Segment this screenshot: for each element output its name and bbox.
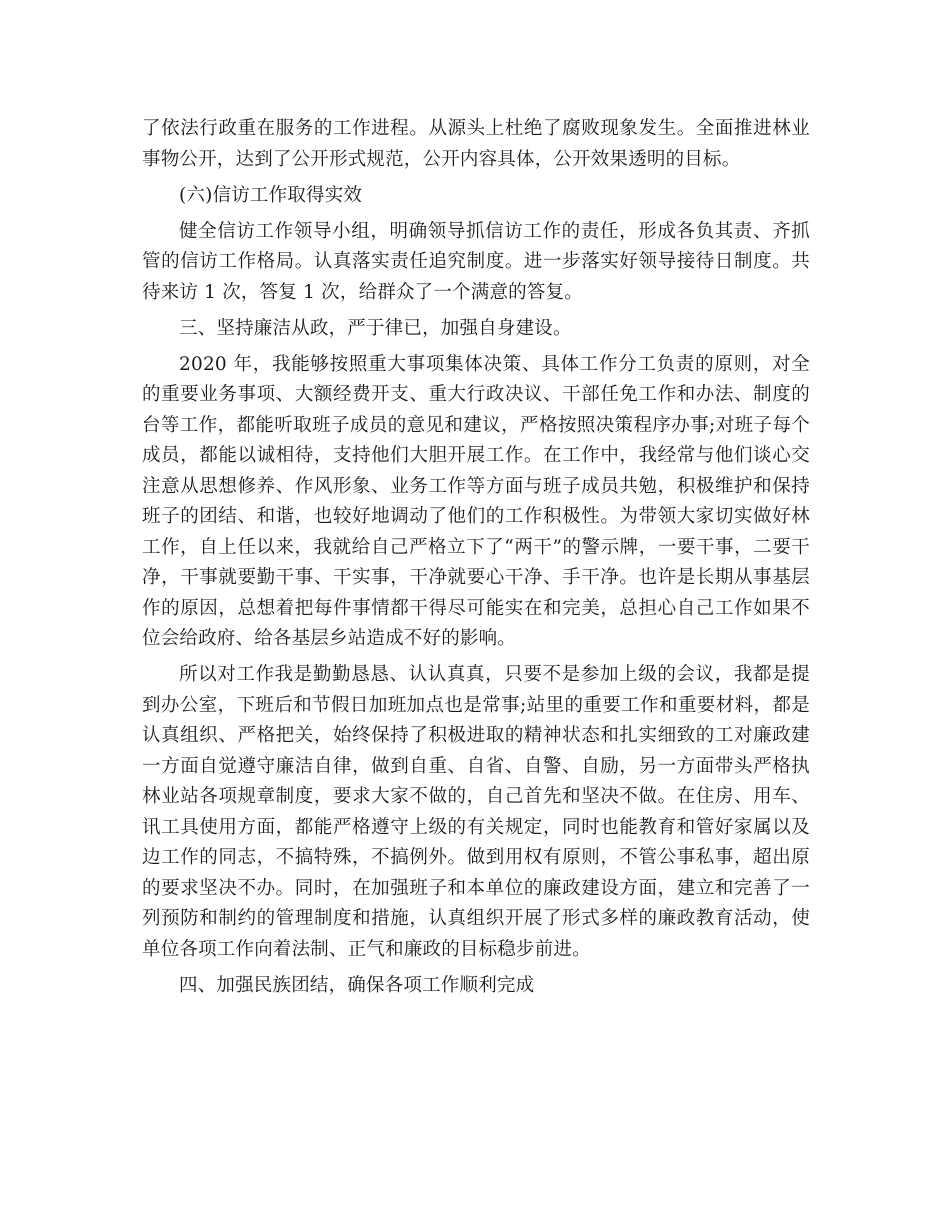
text-line: 位会给政府、给各基层乡站造成不好的影响。 [142, 628, 517, 649]
text-line: 待来访 1 次，答复 1 次，给群众了一个满意的答复。 [142, 281, 583, 303]
text-line: 四、加强民族团结，确保各项工作顺利完成 [179, 974, 535, 996]
text-line: 管的信访工作格局。认真落实责任追究制度。进一步落实好领导接待日制度。共 [142, 251, 810, 272]
text-line: 事物公开，达到了公开形式规范，公开内容具体，公开效果透明的目标。 [142, 148, 741, 170]
text-line: 边工作的同志，不搞特殊，不搞例外。做到用权有原则，不管公事私事，超出原 [142, 847, 810, 868]
text-line: 了依法行政重在服务的工作进程。从源头上杜绝了腐败现象发生。全面推进林业 [142, 118, 810, 139]
text-line: 一方面自觉遵守廉洁自律，做到自重、自省、自警、自励，另一方面带头严格执 [142, 755, 810, 777]
text-line: 台等工作，都能听取班子成员的意见和建议，严格按照决策程序办事;对班子每个 [142, 414, 810, 436]
text-line: 成员，都能以诚相待，支持他们大胆开展工作。在工作中，我经常与他们谈心交 [142, 445, 810, 466]
text-line: 列预防和制约的管理制度和措施，认真组织开展了形式多样的廉政教育活动，使 [142, 908, 810, 929]
text-line: 三、坚持廉洁从政，严于律已，加强自身建设。 [179, 317, 572, 339]
text-line: 林业站各项规章制度，要求大家不做的，自己首先和坚决不做。在住房、用车、 [142, 786, 810, 807]
text-line: 注意从思想修养、作风形象、业务工作等方面与班子成员共勉，积极维护和保持 [142, 475, 810, 497]
text-line: 到办公室，下班后和节假日加班加点也是常事;站里的重要工作和重要材料，都是 [142, 694, 810, 716]
text-line: 班子的团结、和谐，也较好地调动了他们的工作积极性。为带领大家切实做好林 [142, 506, 810, 527]
text-line: 2020 年，我能够按照重大事项集体决策、具体工作分工负责的原则，对全 [179, 353, 810, 375]
text-line: 的重要业务事项、大额经费开支、重大行政决议、干部任免工作和办法、制度的 [142, 384, 810, 405]
text-line: 认真组织、严格把关，始终保持了积极进取的精神状态和扎实细致的工对廉政建 [142, 725, 810, 746]
text-line: 健全信访工作领导小组，明确领导抓信访工作的责任，形成各负其责、齐抓 [179, 220, 810, 242]
document-body [142, 114, 810, 1001]
text-line: 的要求坚决不办。同时，在加强班子和本单位的廉政建设方面，建立和完善了一 [142, 877, 810, 899]
text-line: 工作，自上任以来，我就给自己严格立下了“两干”的警示牌，一要干事，二要干 [142, 536, 810, 558]
text-line: 所以对工作我是勤勤恳恳、认认真真，只要不是参加上级的会议，我都是提 [179, 664, 810, 685]
text-line: 单位各项工作向着法制、正气和廉政的目标稳步前进。 [142, 938, 591, 960]
text-line: 讯工具使用方面，都能严格遵守上级的有关规定，同时也能教育和管好家属以及 [142, 816, 810, 838]
text-line: 净，干事就要勤干事、干实事，干净就要心干净、手干净。也许是长期从事基层 [142, 567, 810, 588]
text-line: (六)信访工作取得实效 [179, 184, 363, 206]
text-line: 作的原因，总想着把每件事情都干得尽可能实在和完美，总担心自己工作如果不 [142, 597, 810, 619]
